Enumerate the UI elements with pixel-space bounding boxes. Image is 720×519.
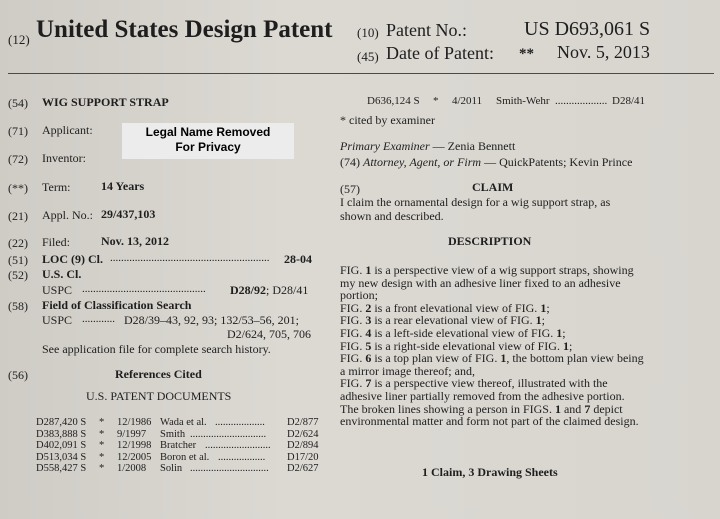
term-value: 14 Years [101,179,145,193]
primary-examiner [340,139,515,154]
description-text: FIG. [340,326,366,340]
patent-leader: ......................... [205,440,271,451]
figure-number: 6 [365,351,372,366]
description-line [340,276,621,291]
patent-inventor: Bratcher [160,440,197,451]
description-text: depict [590,401,623,416]
description-text: is a rear elevational view of FIG. [371,313,536,328]
figure-number: 5 [365,338,372,353]
description-text: , the bottom plan view being [506,351,644,366]
claim-text-2: shown and described. [340,209,444,223]
cited-note: * cited by examiner [340,113,435,127]
uspc-label: USPC [42,283,73,297]
code-71: (71) [8,124,28,138]
patent-no-label: Patent No.: [386,20,467,40]
ref-date: 4/2011 [452,95,483,107]
description-text: is a perspective view thereof, illustrated with the [371,376,608,391]
applicant-label: Applicant: [42,123,93,137]
patent-star: * [99,451,105,463]
figure-number: 1 [365,263,372,277]
description-text: adhesive liner partially removed from the adhesive portion. [340,389,625,403]
design-title: WIG SUPPORT STRAP [42,95,169,109]
loc-value: 28-04 [284,252,312,266]
patent-number: D287,420 S [36,417,87,428]
patent-date: 9/1997 [117,428,147,440]
figure-number: 1 [556,326,563,340]
patent-class: D2/894 [287,440,319,451]
appl-value: 29/437,103 [101,207,156,221]
patent-star: * [99,417,105,428]
privacy-redaction [122,123,294,159]
patent-class: D2/627 [287,463,319,474]
code-10: (10) [357,25,379,40]
description-text: is a right-side elevational view of FIG. [371,338,563,353]
description-text: FIG. [340,313,366,328]
uspc2-label: USPC [42,313,73,327]
patent-class: D2/877 [287,417,319,428]
uspc2-value-1: D28/39–43, 92, 93; 132/53–56, 201; [124,313,300,327]
description-text: FIG. [340,263,366,277]
patent-star: * [99,463,105,474]
description-text: is a front elevational view of FIG. [371,300,541,315]
examiner-name: — Zenia Bennett [429,139,516,153]
patent-star: * [99,440,105,451]
code-term: (**) [8,181,28,195]
uscl-label: U.S. Cl. [42,267,82,281]
figure-number: 7 [584,401,591,416]
uspc-value-secondary: ; D28/41 [266,283,309,297]
patent-date: Nov. 5, 2013 [557,42,650,62]
code-45: (45) [357,49,379,64]
patent-number: D402,091 S [36,440,87,451]
description-text: and [560,401,585,416]
description-text: a mirror image thereof; and, [340,363,475,378]
patent-number: US D693,061 S [524,18,651,40]
patent-number: D513,034 S [36,451,87,463]
code-54: (54) [8,96,28,110]
claim-text-1: I claim the ornamental design for a wig support strap, as [340,195,611,209]
code-57: (57) [340,182,360,196]
ref-name: Smith-Wehr [496,95,550,107]
patent-inventor: Solin [160,463,183,474]
inventor-label: Inventor: [42,151,86,165]
loc-label: LOC (9) Cl. [42,252,103,266]
references-title: References Cited [115,367,202,381]
description-text: is a perspective view of a wig support straps, showing [371,263,634,277]
patent-date: 12/1986 [117,417,152,428]
description-text: my new design with an adhesive liner fixed to an adhesive [340,275,621,290]
patent-class: D2/624 [287,428,319,440]
patent-class: D17/20 [287,451,319,463]
description-text: FIG. [340,376,366,391]
description-text: is a left-side elevational view of FIG. [371,326,557,340]
code-22: (22) [8,236,28,250]
code-72: (72) [8,152,28,166]
attorney-line [340,155,632,170]
document-title: United States Design Patent [36,16,333,43]
figure-number: 1 [500,351,507,366]
description-text: portion; [340,288,378,303]
patent-leader: ............................. [190,428,267,440]
privacy-line-2: For Privacy [175,140,241,154]
description-text: environmental matter and form not part of the claimed design. [340,414,639,429]
description-text: FIG. [340,351,366,366]
patent-inventor: Smith [160,428,186,440]
attorney-label: Attorney, Agent, or Firm [363,155,482,169]
code-74: (74) [340,155,360,169]
ref-number: D636,124 S [367,95,420,107]
patent-date: 1/2008 [117,463,147,474]
figure-number: 2 [365,300,372,315]
patent-leader: .................. [218,451,266,463]
appl-label: Appl. No.: [42,208,93,222]
claims-sheets-footer: 1 Claim, 3 Drawing Sheets [422,465,558,479]
figure-number: 1 [540,300,547,315]
code-21: (21) [8,209,28,223]
figure-number: 1 [535,313,542,328]
patent-number: D383,888 S [36,428,87,440]
code-51: (51) [8,253,28,267]
ref-leader: ................... [555,95,608,107]
uspc2-leader: ............ [82,313,115,325]
examiner-label: Primary Examiner [340,139,430,153]
figure-number: 1 [562,338,569,353]
filed-value: Nov. 13, 2012 [101,234,170,248]
field-search-label: Field of Classification Search [42,298,192,312]
term-label: Term: [42,180,71,194]
uspc-value-primary: D28/92 [230,283,266,297]
us-patent-docs-title: U.S. PATENT DOCUMENTS [86,389,232,403]
description-title: DESCRIPTION [448,234,532,248]
uspc-leader: ............................................. [82,283,206,295]
description-text: FIG. [340,300,366,315]
figure-number: 1 [554,401,561,416]
description-line [340,414,639,429]
description-text: ; [541,313,545,328]
date-label: Date of Patent: [386,43,494,63]
privacy-line-1: Legal Name Removed [145,125,271,139]
code-12: (12) [8,32,30,47]
patent-date: 12/2005 [117,451,152,463]
description-text: ; [568,338,573,353]
code-58: (58) [8,299,28,313]
patent-inventor: Boron et al. [160,451,210,463]
loc-leader: .......................................................... [110,252,270,264]
see-application: See application file for complete search history. [42,342,271,356]
figure-number: 4 [365,326,372,340]
header-rule [8,73,714,74]
description-text: The broken lines showing a person in FIGS. [340,401,555,416]
figure-number: 3 [365,313,372,328]
filed-label: Filed: [42,235,71,249]
patent-number: D558,427 S [36,463,87,474]
description-text: is a top plan view of FIG. [371,351,501,366]
patent-leader: .............................. [190,463,269,474]
figure-number: 7 [365,376,372,391]
ref-star: * [433,95,439,107]
uspc2-value-2: D2/624, 705, 706 [227,327,311,341]
term-stars: ** [519,46,534,62]
attorney-name: — QuickPatents; Kevin Prince [481,155,633,169]
patent-inventor: Wada et al. [160,417,207,428]
uspc-value [230,283,308,298]
description-text: FIG. [340,338,366,353]
patent-star: * [99,428,105,440]
description-text: ; [562,326,566,340]
description-text: ; [546,300,550,315]
code-52: (52) [8,268,28,282]
claim-title: CLAIM [472,180,514,194]
patent-leader: ................... [215,417,265,428]
code-56: (56) [8,368,28,382]
patent-date: 12/1998 [117,440,152,451]
ref-class: D28/41 [612,95,645,107]
